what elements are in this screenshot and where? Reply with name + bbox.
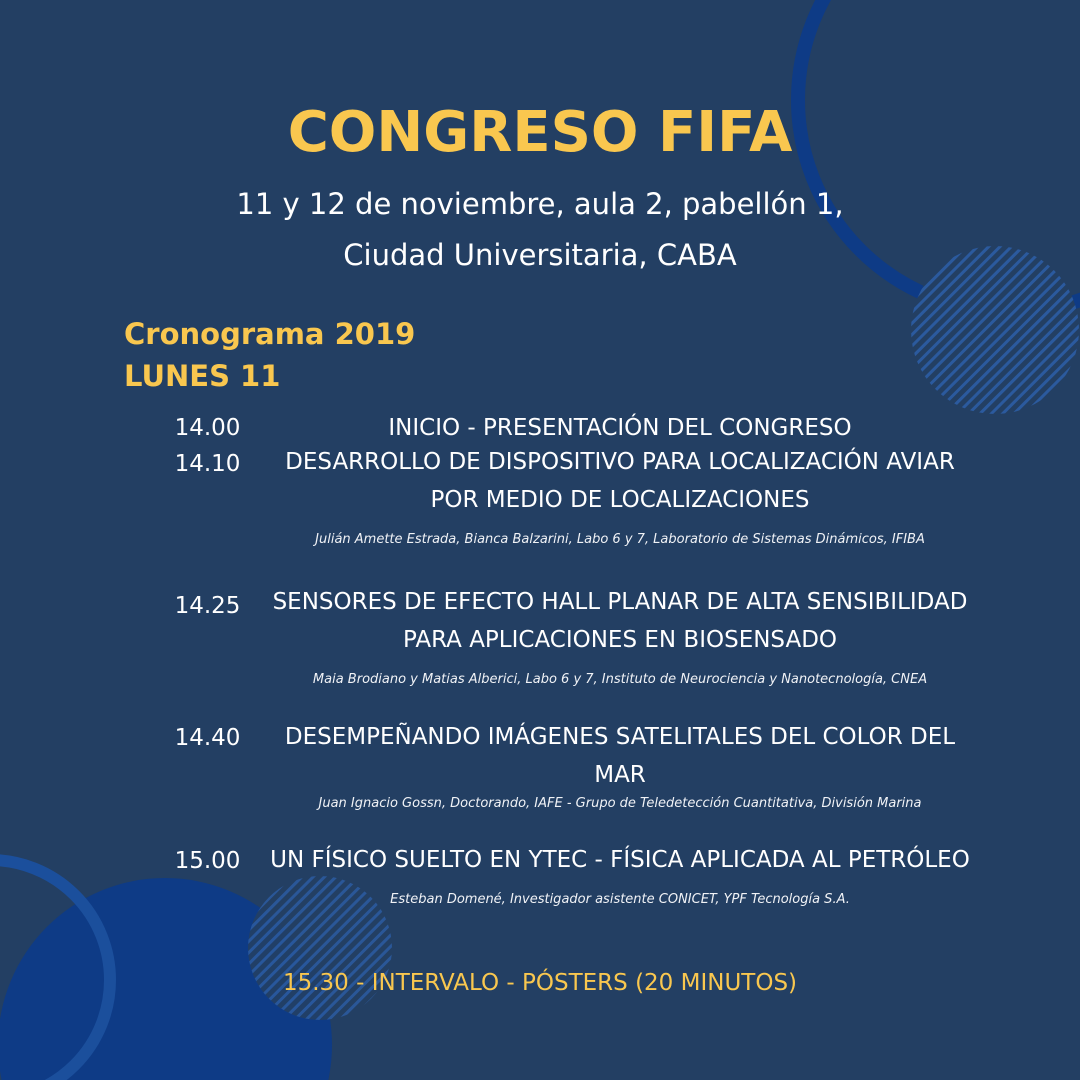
talk-title-line: DESEMPEÑANDO IMÁGENES SATELITALES DEL COLOR DEL bbox=[284, 724, 956, 750]
talk-title-line: POR MEDIO DE LOCALIZACIONES bbox=[430, 487, 810, 513]
talk-authors: Maia Brodiano y Matias Alberici, Labo 6 y 7, Instituto de Neurociencia y Nanotecnología, CNEA bbox=[312, 672, 928, 687]
talk-title-line: SENSORES DE EFECTO HALL PLANAR DE ALTA SENSIBILIDAD bbox=[272, 589, 968, 615]
talk-title bbox=[250, 841, 990, 879]
event-date-location: 11 y 12 de noviembre, aula 2, pabellón 1, bbox=[236, 187, 844, 221]
schedule-time: 15.00 bbox=[174, 848, 241, 874]
talk-title bbox=[270, 409, 970, 447]
talk-title-line: UN FÍSICO SUELTO EN YTEC - FÍSICA APLICADA AL PETRÓLEO bbox=[270, 847, 970, 873]
talk-title-line: PARA APLICACIONES EN BIOSENSADO bbox=[402, 627, 838, 653]
talk-title-line: DESARROLLO DE DISPOSITIVO PARA LOCALIZACIÓN AVIAR bbox=[285, 449, 955, 475]
schedule-heading: Cronograma 2019 bbox=[124, 317, 416, 351]
talk-title-line: MAR bbox=[594, 762, 646, 788]
schedule-time: 14.00 bbox=[174, 415, 241, 441]
schedule-time: 14.25 bbox=[174, 593, 241, 619]
talk-title-line: INICIO - PRESENTACIÓN DEL CONGRESO bbox=[388, 415, 852, 441]
talk-authors: Esteban Domené, Investigador asistente CONICET, YPF Tecnología S.A. bbox=[390, 892, 850, 907]
event-title: CONGRESO FIFA bbox=[287, 100, 793, 165]
schedule-time: 14.10 bbox=[174, 451, 241, 477]
interval-notice: 15.30 - INTERVALO - PÓSTERS (20 MINUTOS) bbox=[282, 970, 798, 996]
talk-title bbox=[270, 583, 970, 659]
schedule-time: 14.40 bbox=[174, 725, 241, 751]
day-heading: LUNES 11 bbox=[124, 359, 281, 393]
event-venue: Ciudad Universitaria, CABA bbox=[343, 238, 737, 272]
talk-title bbox=[270, 443, 970, 519]
talk-authors: Julián Amette Estrada, Bianca Balzarini, Labo 6 y 7, Laboratorio de Sistemas Dinámicos, IFIBA bbox=[315, 532, 925, 547]
talk-title bbox=[270, 718, 970, 794]
talk-authors: Juan Ignacio Gossn, Doctorando, IAFE - Grupo de Teledetección Cuantitativa, División Marina bbox=[318, 796, 922, 811]
